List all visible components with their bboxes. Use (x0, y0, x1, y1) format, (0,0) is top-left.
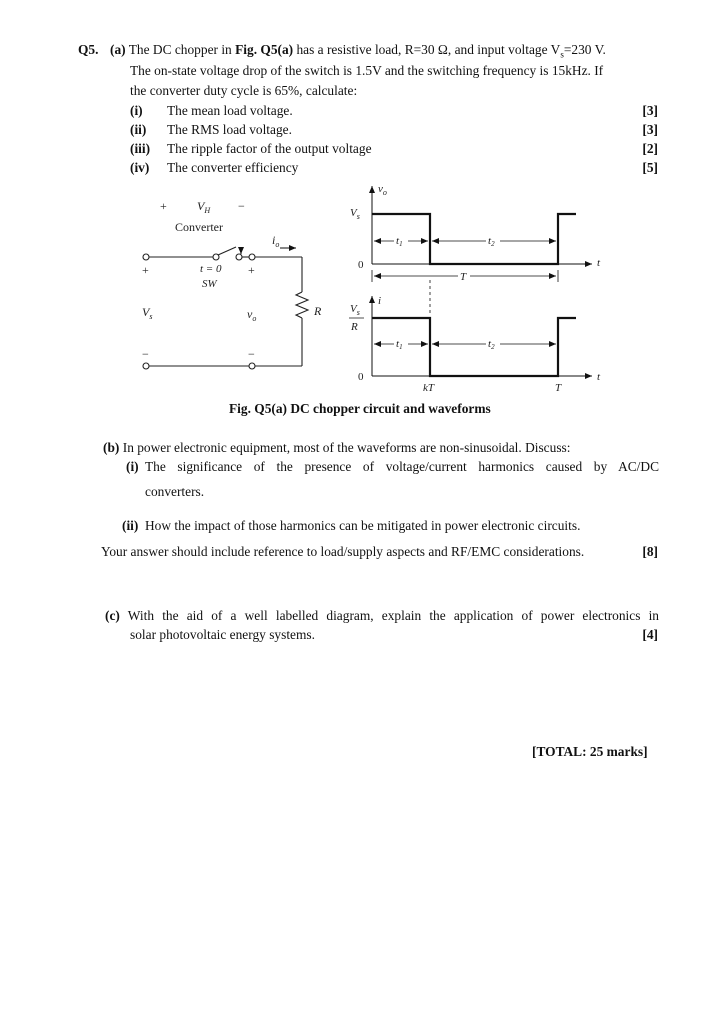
output-plus: + (248, 263, 255, 277)
figure-caption: Fig. Q5(a) DC chopper circuit and waveforms (229, 401, 491, 416)
vo-waveform (372, 186, 592, 316)
current-waveform-labels (349, 295, 601, 394)
part-c-line1: (c) With the aid of a well labelled diagram, explain the application of power electronics in (105, 608, 660, 623)
dc-chopper-figure (130, 178, 610, 398)
switch-time-label: t = 0 (200, 263, 222, 275)
vo-zero-label: 0 (358, 259, 364, 271)
i-t-axis-label: t (597, 371, 601, 383)
vh-minus: − (238, 199, 245, 213)
subpart-ii-marks: [3] (642, 122, 658, 137)
subpart-i-text: The mean load voltage. (167, 103, 293, 118)
t2-label: t2 (488, 235, 495, 248)
input-plus: + (142, 263, 149, 277)
vo-label: $v_o$ (247, 307, 257, 323)
vo-waveform-labels (350, 183, 601, 283)
question-number: Q5. (78, 42, 99, 57)
i-t1-label: t1 (396, 338, 403, 351)
current-waveform (372, 296, 592, 376)
total-marks: [TOTAL: 25 marks] (532, 744, 648, 759)
switch-right-contact (236, 254, 242, 260)
terminal-top-left (143, 254, 149, 260)
period-label: T (460, 271, 467, 283)
part-b-intro: (b) In power electronic equipment, most of the waveforms are non-sinusoidal. Discuss: (103, 440, 571, 455)
part-a-intro: (a) The DC chopper in Fig. Q5(a) has a resistive load, R=30 Ω, and input voltage $V_s=230$ V. (110, 42, 606, 60)
i-t2-label: t2 (488, 338, 495, 351)
vs-over-r-denominator: R (351, 321, 358, 333)
part-c-line2: solar photovoltaic energy systems. (130, 627, 315, 642)
subpart-ii-text: The RMS load voltage. (167, 122, 292, 137)
subpart-iii: (iii) (130, 141, 151, 156)
i-axis-label: i (378, 295, 382, 307)
converter-label: Converter (175, 220, 223, 234)
circuit-diagram (143, 247, 308, 369)
vo-t-axis-label: t (597, 257, 601, 269)
subpart-iv-marks: [5] (642, 160, 658, 175)
io-label: $i_o$ (272, 233, 280, 249)
switch-blade (218, 247, 236, 255)
part-b-i-line2: converters. (145, 484, 205, 499)
part-b-label: (b) (103, 440, 120, 455)
terminal-bottom-left (143, 363, 149, 369)
part-b-marks: [8] (642, 544, 658, 559)
circuit-labels (142, 199, 322, 361)
part-b-ii-label: (ii) (122, 518, 139, 533)
part-a-line2: The on-state voltage drop of the switch is 1.5V and the switching frequency is 15kHz. If (130, 63, 604, 78)
figure-reference: Fig. Q5(a) (235, 42, 294, 57)
part-a-label: (a) (110, 42, 126, 57)
r-label: R (314, 304, 322, 318)
vh-plus: + (160, 199, 167, 213)
part-b-note: Your answer should include reference to load/supply aspects and RF/EMC considerations. (101, 544, 585, 559)
part-a-line3: the converter duty cycle is 65%, calculate: (130, 83, 358, 98)
resistor-symbol (296, 292, 308, 318)
kt-label: kT (423, 382, 434, 394)
terminal-top-right (249, 254, 255, 260)
part-b-ii-text: How the impact of those harmonics can be mitigated in power electronic circuits. (145, 518, 581, 533)
subpart-i-marks: [3] (642, 103, 658, 118)
subpart-ii: (ii) (130, 122, 147, 137)
vh-label: $V_H$ (197, 199, 211, 215)
vs-over-r-numerator: $V_s$ (350, 303, 360, 317)
subpart-i: (i) (130, 103, 143, 118)
subpart-iv-text: The converter efficiency (167, 160, 299, 175)
vo-axis-label: $v_o$ (378, 183, 387, 197)
part-c-marks: [4] (642, 627, 658, 642)
subpart-iv: (iv) (130, 160, 150, 175)
output-minus: − (248, 347, 255, 361)
subpart-iii-marks: [2] (642, 141, 658, 156)
subpart-iii-text: The ripple factor of the output voltage (167, 141, 372, 156)
i-zero-label: 0 (358, 371, 364, 383)
t-period-label: T (555, 382, 562, 394)
input-minus: − (142, 347, 149, 361)
part-c-label: (c) (105, 608, 120, 623)
part-b-i-label: (i) (126, 459, 139, 474)
vs-label: $V_s$ (142, 305, 153, 321)
vs-level-label: $V_s$ (350, 207, 360, 221)
switch-label: SW (202, 278, 217, 290)
terminal-bottom-right (249, 363, 255, 369)
t1-label: t1 (396, 235, 403, 248)
part-b-i-line1: The significance of the presence of voltage/current harmonics caused by AC/DC (145, 459, 659, 474)
